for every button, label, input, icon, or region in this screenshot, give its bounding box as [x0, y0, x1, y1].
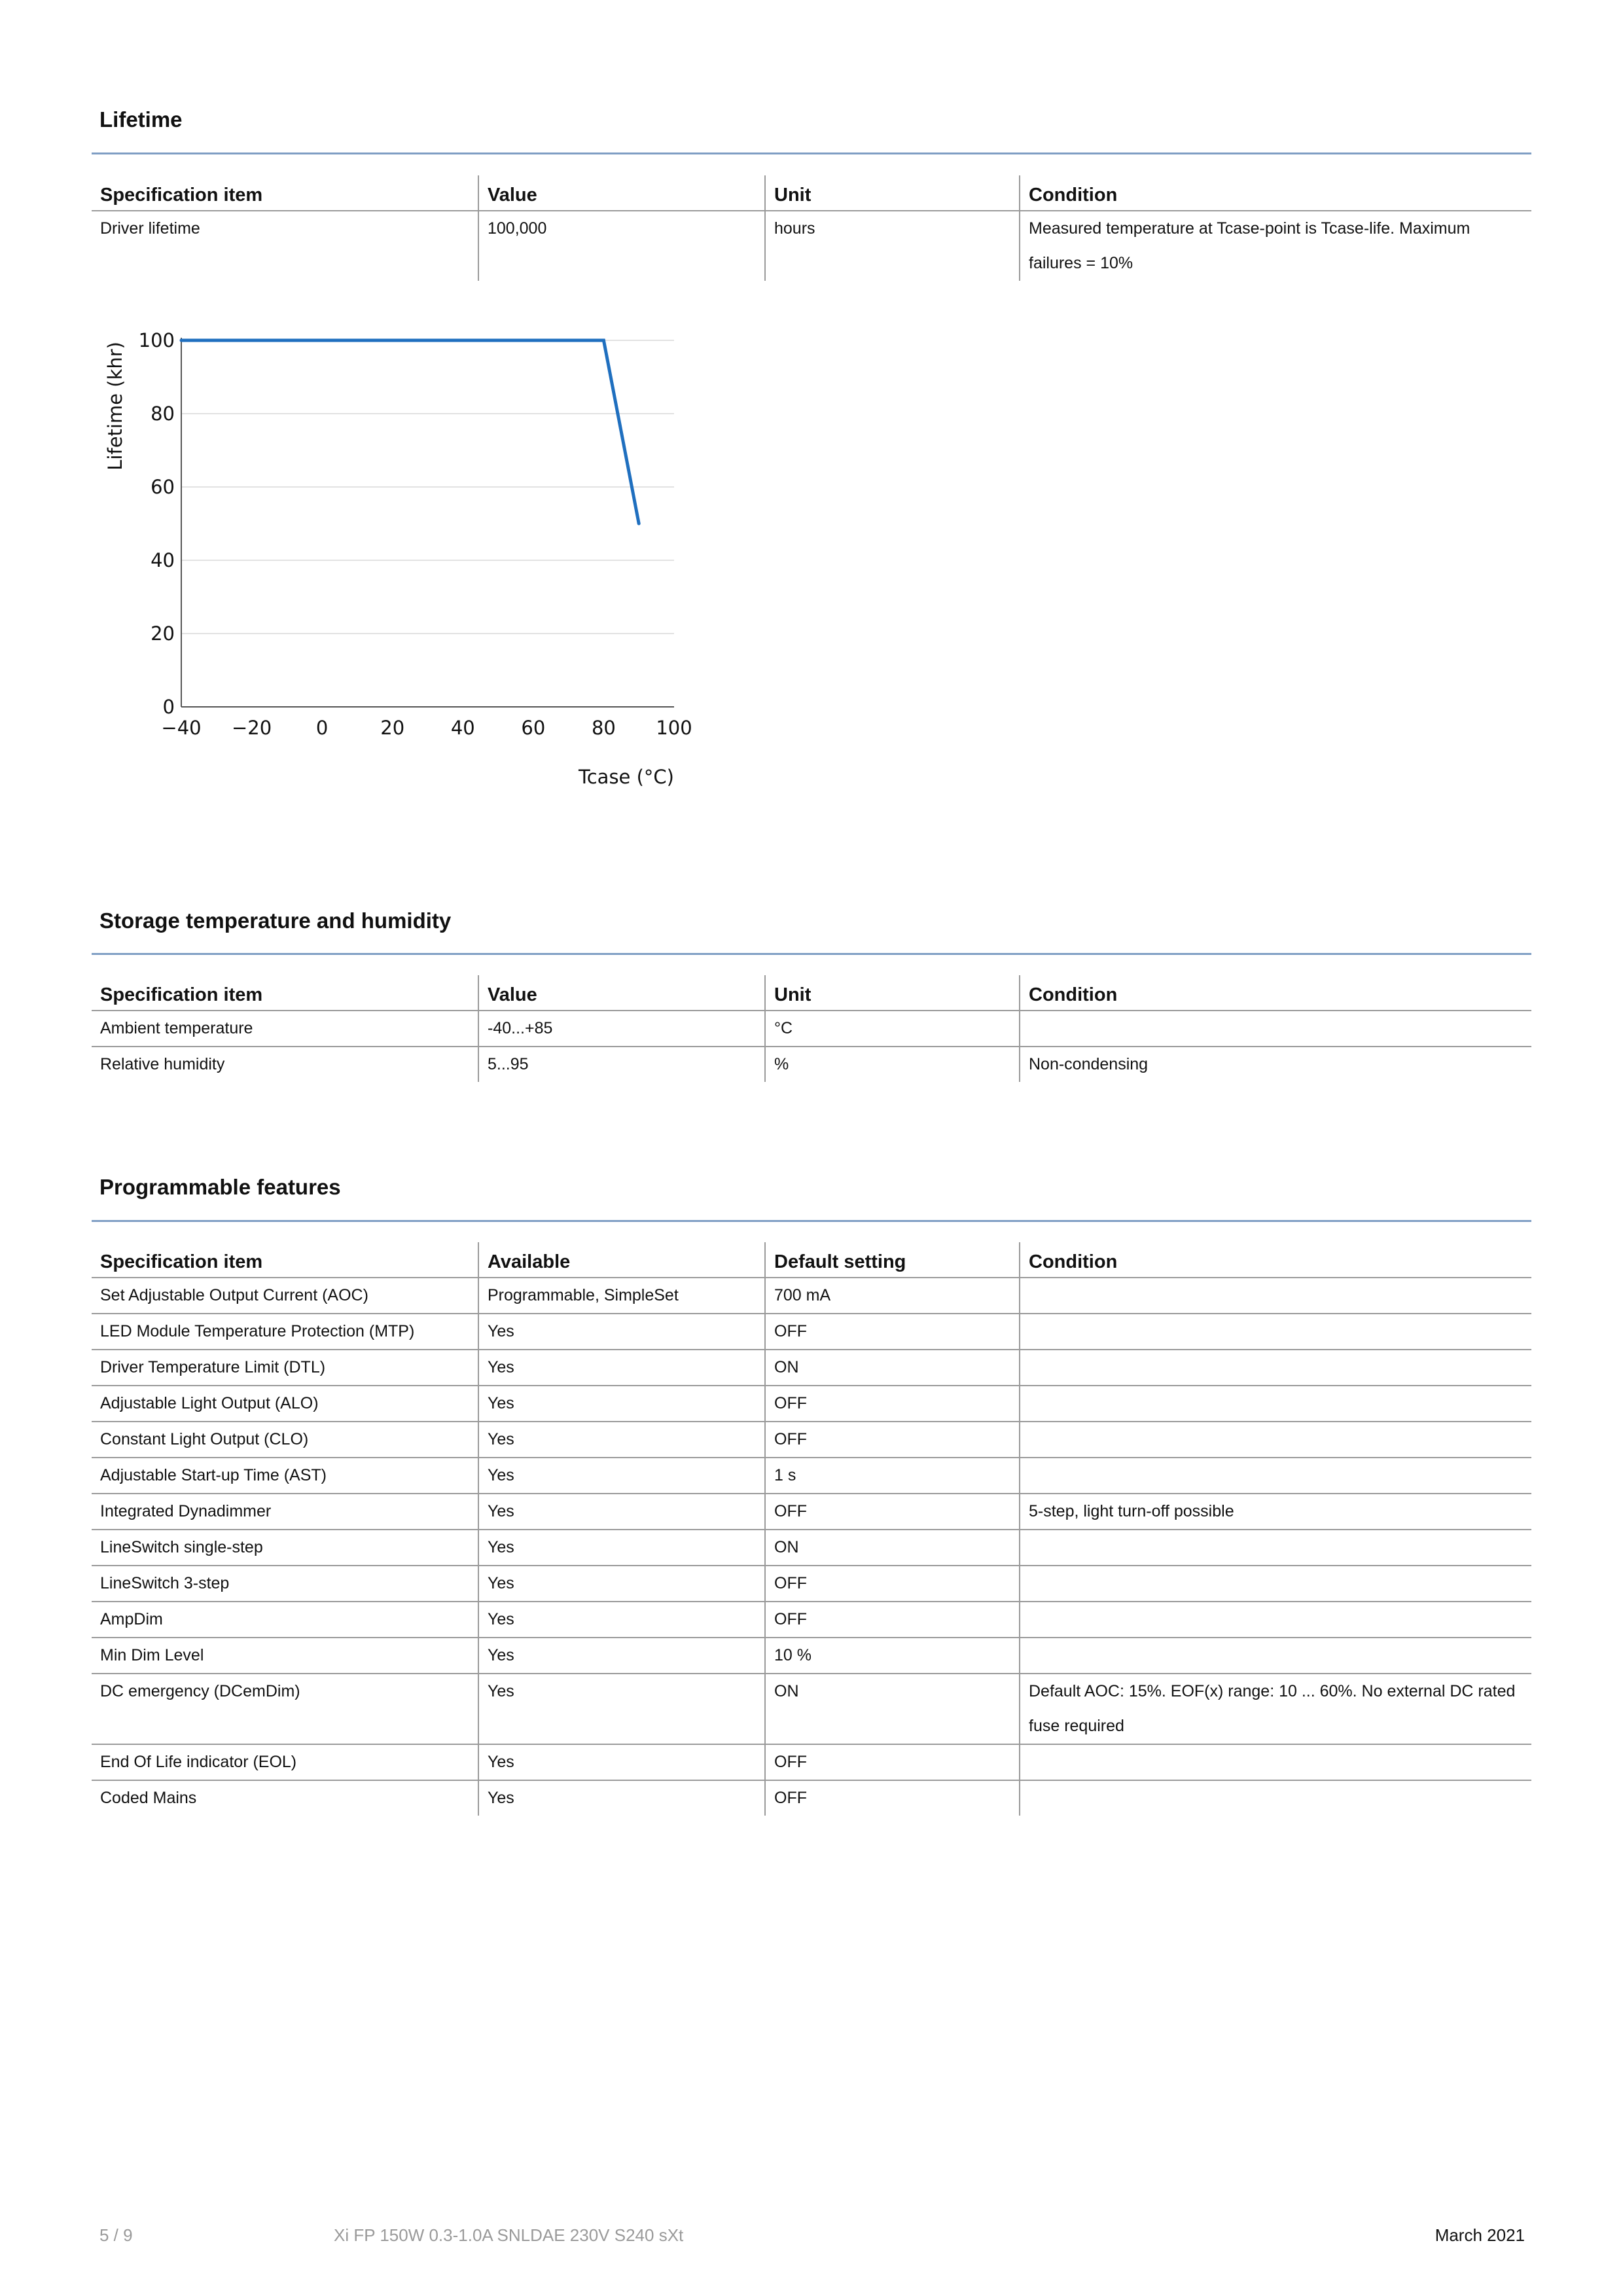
- table-cell: [1020, 1602, 1531, 1638]
- table-cell: 700 mA: [765, 1278, 1020, 1314]
- table-cell: OFF: [765, 1744, 1020, 1780]
- table-cell: Yes: [478, 1638, 765, 1674]
- y-tick-label: 40: [151, 549, 175, 571]
- table-cell: Adjustable Light Output (ALO): [92, 1386, 478, 1422]
- table-cell: Default AOC: 15%. EOF(x) range: 10 ... 60%. No external DC rated fuse required: [1020, 1674, 1531, 1744]
- table-cell: Yes: [478, 1744, 765, 1780]
- table-cell: [1020, 1011, 1531, 1047]
- x-tick-label: 60: [521, 717, 546, 739]
- table-cell: Driver Temperature Limit (DTL): [92, 1350, 478, 1386]
- x-tick-label: 0: [315, 717, 329, 739]
- table-cell: OFF: [765, 1780, 1020, 1816]
- table-cell: 5-step, light turn-off possible: [1020, 1494, 1531, 1530]
- table-cell: [1020, 1386, 1531, 1422]
- table-cell: Measured temperature at Tcase-point is Tcase-life. Maximum failures = 10%: [1020, 211, 1531, 281]
- table-cell: Yes: [478, 1422, 765, 1458]
- data-point: [180, 339, 183, 342]
- product-name: Xi FP 150W 0.3-1.0A SNLDAE 230V S240 sXt: [334, 2225, 684, 2245]
- y-tick-label: 100: [138, 329, 175, 351]
- table-cell: End Of Life indicator (EOL): [92, 1744, 478, 1780]
- table-cell: [1020, 1278, 1531, 1314]
- table-cell: Yes: [478, 1494, 765, 1530]
- table-cell: OFF: [765, 1566, 1020, 1602]
- y-axis-label: Lifetime (khr): [104, 342, 126, 471]
- table-cell: [1020, 1566, 1531, 1602]
- table-cell: OFF: [765, 1422, 1020, 1458]
- programmable-features-table: [92, 1242, 1531, 1816]
- table-cell: [1020, 1780, 1531, 1816]
- storage-table: [92, 975, 1531, 1082]
- table-cell: Yes: [478, 1350, 765, 1386]
- x-tick-label: 40: [450, 717, 475, 739]
- table-cell: OFF: [765, 1386, 1020, 1422]
- table-cell: Driver lifetime: [100, 219, 200, 238]
- column-header: Value: [478, 975, 765, 1011]
- section-title-lifetime: Lifetime: [99, 107, 183, 132]
- table-cell: Min Dim Level: [92, 1638, 478, 1674]
- table-cell: Programmable, SimpleSet: [478, 1278, 765, 1314]
- table-row: [92, 1638, 1531, 1674]
- table-cell: Non-condensing: [1020, 1047, 1531, 1082]
- table-cell: LineSwitch 3-step: [92, 1566, 478, 1602]
- table-cell: ON: [765, 1674, 1020, 1744]
- column-header: Unit: [765, 175, 1020, 211]
- column-header: Specification item: [92, 175, 478, 211]
- table-cell: OFF: [765, 1494, 1020, 1530]
- x-tick-label: 80: [591, 717, 616, 739]
- y-tick-label: 80: [151, 403, 175, 425]
- table-cell: AmpDim: [92, 1602, 478, 1638]
- table-cell: 10 %: [765, 1638, 1020, 1674]
- table-cell: Yes: [478, 1674, 765, 1744]
- table-header-row: [92, 175, 1531, 211]
- y-tick-label: 20: [151, 622, 175, 645]
- x-tick-label: −40: [161, 717, 202, 739]
- table-row: [92, 1278, 1531, 1314]
- table-header-row: [92, 975, 1531, 1011]
- column-header: Condition: [1020, 175, 1531, 211]
- table-row: [92, 1314, 1531, 1350]
- table-row: [92, 1386, 1531, 1422]
- table-cell: [1020, 1458, 1531, 1494]
- x-axis-label: Tcase (°C): [578, 766, 674, 788]
- table-row: [92, 1494, 1531, 1530]
- y-tick-label: 0: [162, 696, 175, 718]
- lifetime-table: [92, 175, 1531, 281]
- table-cell: 1 s: [765, 1458, 1020, 1494]
- table-row: [92, 1422, 1531, 1458]
- table-row: [92, 1530, 1531, 1566]
- y-tick-label: 60: [151, 476, 175, 498]
- table-row: [92, 1566, 1531, 1602]
- table-cell: LED Module Temperature Protection (MTP): [92, 1314, 478, 1350]
- table-header-row: [92, 1242, 1531, 1278]
- column-header: Default setting: [765, 1242, 1020, 1278]
- table-cell: [1020, 1638, 1531, 1674]
- table-row: [92, 1674, 1531, 1744]
- data-point: [637, 522, 641, 526]
- table-row: [92, 211, 1531, 281]
- table-cell: Yes: [478, 1566, 765, 1602]
- table-cell: hours: [765, 211, 1020, 281]
- series-line: [181, 340, 639, 524]
- table-cell: Coded Mains: [100, 1789, 197, 1807]
- table-cell: Integrated Dynadimmer: [92, 1494, 478, 1530]
- table-row: [92, 1780, 1531, 1816]
- x-tick-label: −20: [231, 717, 272, 739]
- table-row: [92, 1011, 1531, 1047]
- table-cell: Yes: [478, 1458, 765, 1494]
- table-cell: [1020, 1744, 1531, 1780]
- table-cell: Yes: [478, 1314, 765, 1350]
- table-cell: Yes: [478, 1386, 765, 1422]
- table-cell: Yes: [478, 1530, 765, 1566]
- section-title-storage: Storage temperature and humidity: [99, 908, 452, 933]
- section-divider: [92, 1220, 1531, 1222]
- column-header: Specification item: [92, 1242, 478, 1278]
- table-cell: [1020, 1350, 1531, 1386]
- section-divider: [92, 152, 1531, 154]
- section-divider: [92, 953, 1531, 955]
- table-cell: Set Adjustable Output Current (AOC): [92, 1278, 478, 1314]
- publication-date: March 2021: [1435, 2225, 1525, 2245]
- table-cell: Ambient temperature: [92, 1011, 478, 1047]
- lifetime-chart: [92, 314, 733, 812]
- table-cell: DC emergency (DCemDim): [92, 1674, 478, 1744]
- column-header: Value: [478, 175, 765, 211]
- data-point: [602, 339, 605, 342]
- table-cell: [1020, 1314, 1531, 1350]
- table-cell: ON: [765, 1350, 1020, 1386]
- table-cell: Adjustable Start-up Time (AST): [92, 1458, 478, 1494]
- column-header: Condition: [1020, 1242, 1531, 1278]
- table-cell: Relative humidity: [100, 1055, 225, 1073]
- table-row: [92, 1350, 1531, 1386]
- x-tick-label: 20: [380, 717, 405, 739]
- table-cell: LineSwitch single-step: [92, 1530, 478, 1566]
- table-cell: Constant Light Output (CLO): [92, 1422, 478, 1458]
- table-cell: [1020, 1422, 1531, 1458]
- section-title-programmable: Programmable features: [99, 1175, 341, 1199]
- x-tick-label: 100: [656, 717, 692, 739]
- table-cell: Yes: [478, 1780, 765, 1816]
- table-cell: OFF: [765, 1602, 1020, 1638]
- table-cell: Yes: [478, 1602, 765, 1638]
- table-row: [92, 1458, 1531, 1494]
- table-cell: 5...95: [478, 1047, 765, 1082]
- table-cell: -40...+85: [478, 1011, 765, 1047]
- table-cell: OFF: [765, 1314, 1020, 1350]
- column-header: Available: [478, 1242, 765, 1278]
- table-cell: °C: [765, 1011, 1020, 1047]
- page-number: 5 / 9: [99, 2225, 133, 2245]
- column-header: Specification item: [92, 975, 478, 1011]
- table-cell: 100,000: [478, 211, 765, 281]
- table-cell: ON: [765, 1530, 1020, 1566]
- column-header: Unit: [765, 975, 1020, 1011]
- table-cell: [1020, 1530, 1531, 1566]
- column-header: Condition: [1020, 975, 1531, 1011]
- table-row: [92, 1602, 1531, 1638]
- table-row: [92, 1047, 1531, 1082]
- table-cell: %: [765, 1047, 1020, 1082]
- table-row: [92, 1744, 1531, 1780]
